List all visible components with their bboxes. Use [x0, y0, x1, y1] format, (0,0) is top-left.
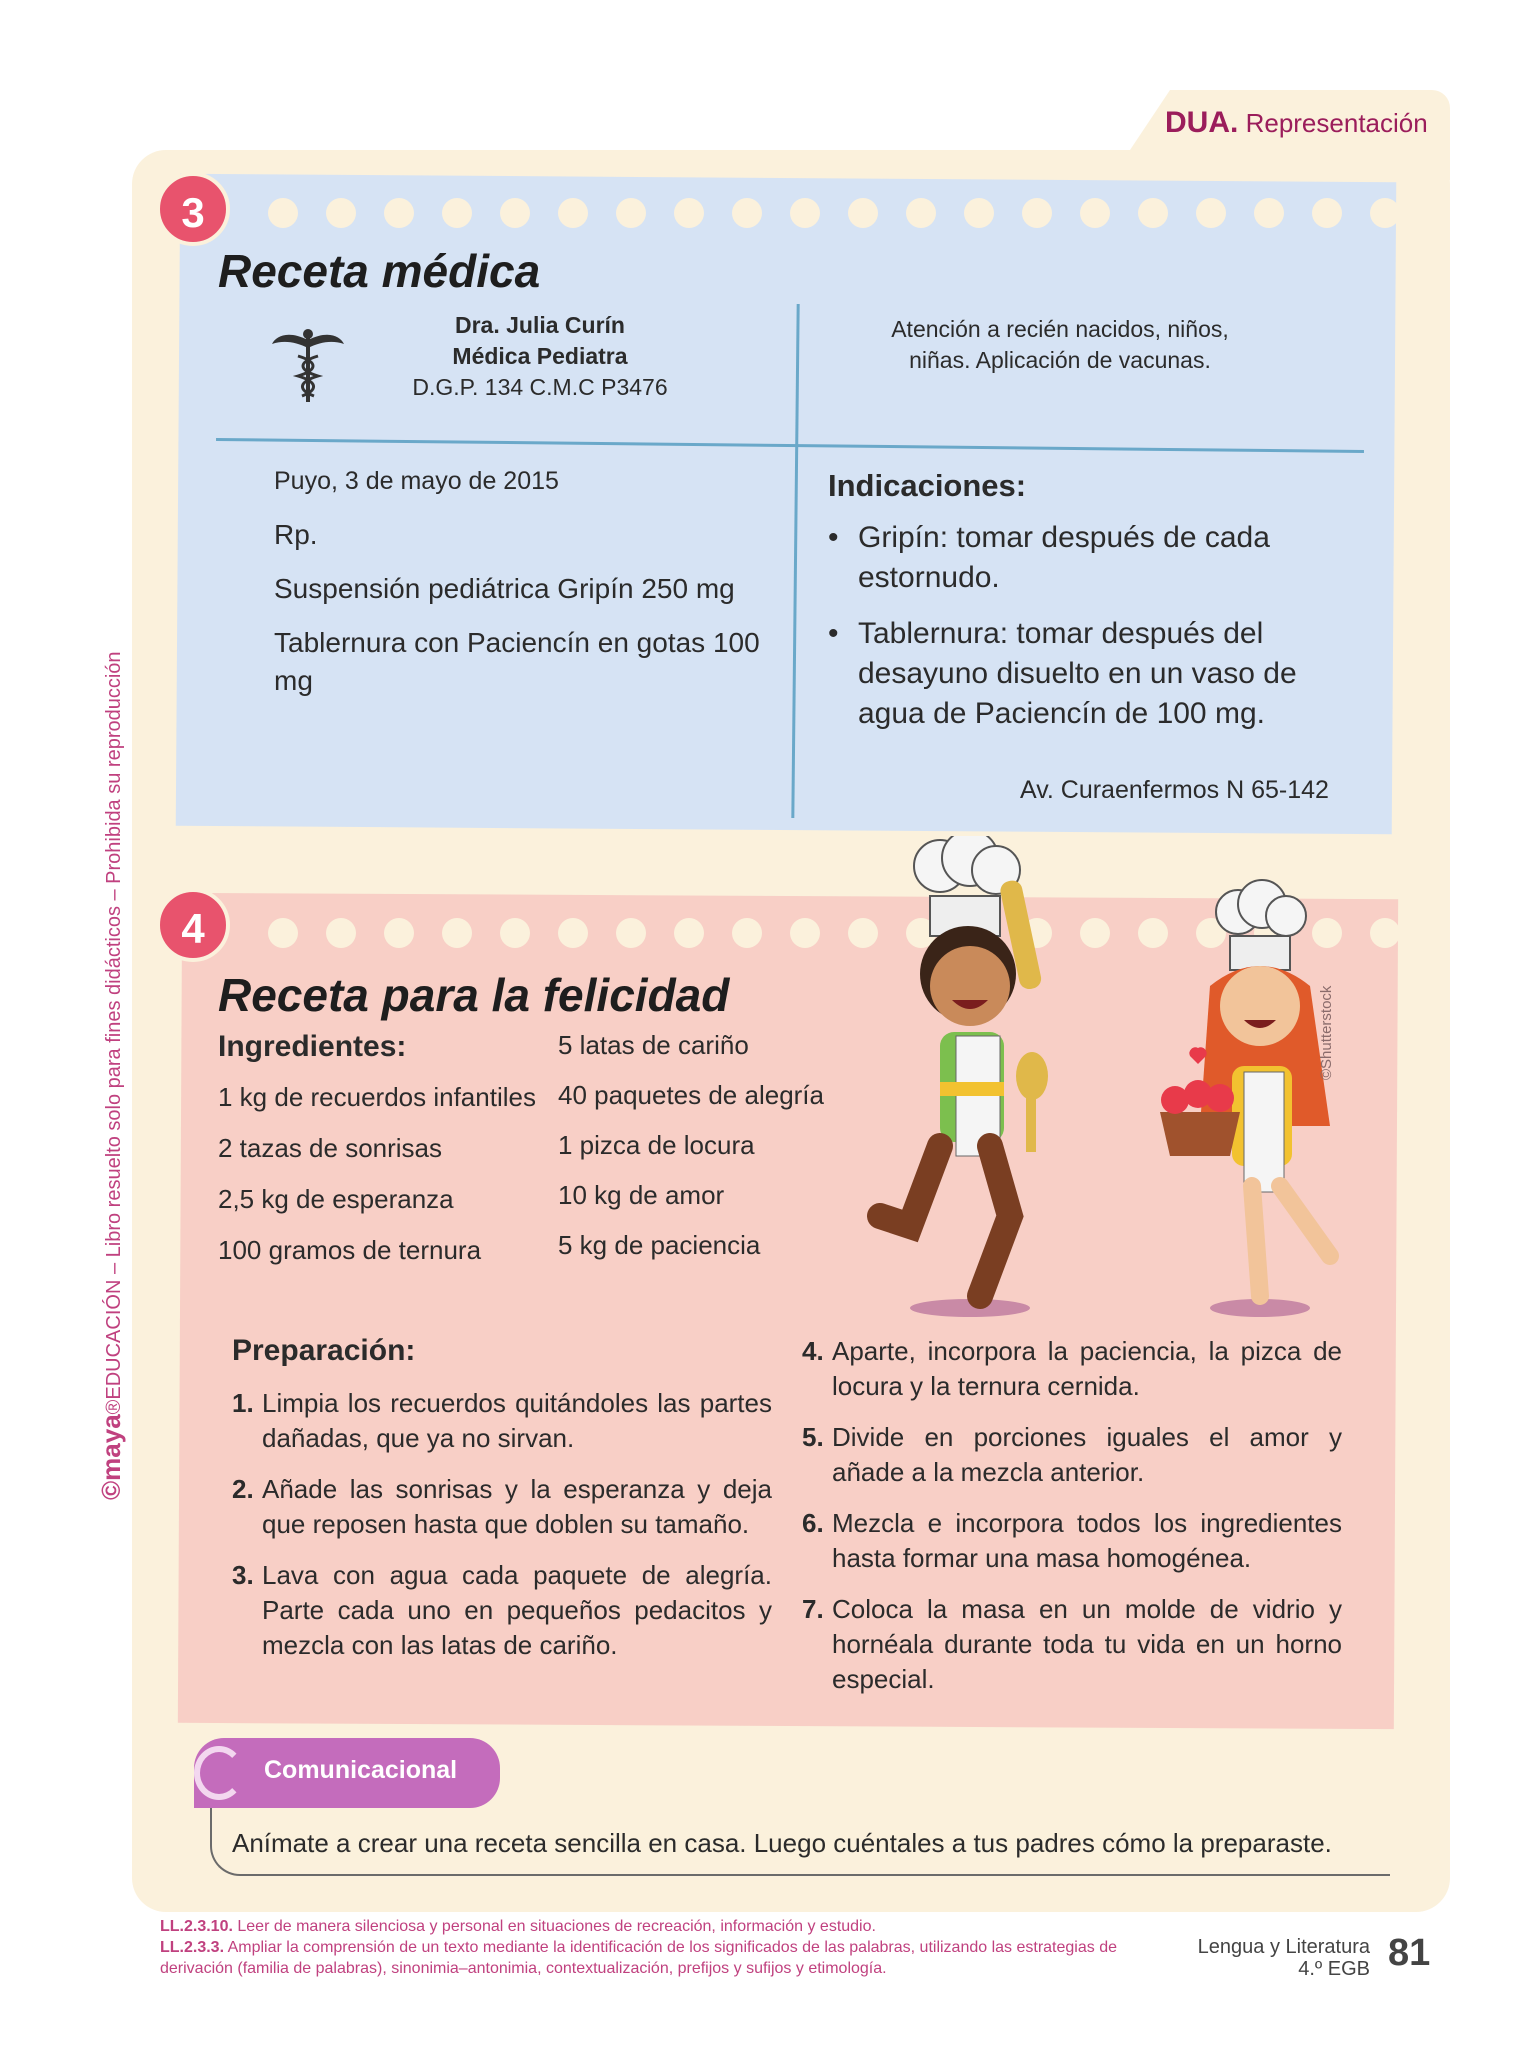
curriculum-codes: LL.2.3.10. Leer de manera silenciosa y personal en situaciones de recreación, información y estudio. LL.2.3.3. Ampliar la comprensión de un texto mediante la identificación de los significados de las palabras, utilizando las estrategias de derivación (familia de palabras), sinonimia–antonimia, contextualización, prefijos y sufijos y etimología.	[160, 1918, 1117, 1977]
step-item: 3. Lava con agua cada paquete de alegría. Parte cada uno en pequeños pedacitos y mezcla con las latas de cariño.	[232, 1560, 772, 1660]
section-title: Receta para la felicidad	[218, 969, 730, 1021]
ingredient-item: 10 kg de amor	[558, 1180, 725, 1210]
step-item: 2. Añade las sonrisas y la esperanza y deja que reposen hasta que doblen su tamaño.	[232, 1474, 772, 1539]
preparation-steps-right	[802, 1334, 1342, 1713]
comunicacional-text: Anímate a crear una receta sencilla en casa. Luego cuéntales a tus padres cómo la preparaste.	[232, 1828, 1332, 1858]
ingredients-title: Ingredientes:	[218, 1030, 407, 1063]
ingredient-item: 2,5 kg de esperanza	[218, 1184, 454, 1214]
medication-item: Tablernura con Paciencín en gotas 100 mg	[274, 627, 760, 696]
ingredient-item: 5 latas de cariño	[558, 1030, 749, 1060]
step-item: 4. Aparte, incorpora la paciencia, la pizca de locura y la ternura cernida.	[802, 1336, 1342, 1401]
step-item: 5. Divide en porciones iguales el amor y añade a la mezcla anterior.	[802, 1422, 1342, 1487]
rp-label: Rp.	[274, 519, 318, 550]
ingredient-item: 1 kg de recuerdos infantiles	[218, 1082, 536, 1112]
notebook-holes	[268, 198, 1400, 228]
subject-label: Lengua y Literatura 4.º EGB	[1197, 1936, 1370, 1980]
page-number: 81	[1388, 1932, 1431, 1974]
step-item: 1. Limpia los recuerdos quitándoles las partes dañadas, que ya no sirvan.	[232, 1388, 772, 1453]
preparation-steps-left	[232, 1386, 772, 1679]
doctor-info	[380, 310, 700, 403]
copyright-text: ®EDUCACIÓN – Libro resuelto solo para fines didácticos – Prohibida su reproducción	[103, 651, 125, 1415]
prescription-body	[274, 462, 774, 716]
indication-item: • Gripín: tomar después de cada estornudo.	[828, 518, 1338, 598]
chefs-illustration	[860, 836, 1360, 1326]
indication-item: • Tablernura: tomar después del desayuno disuelto en un vaso de agua de Paciencín de 100 mg.	[828, 614, 1338, 734]
section-number-badge: 3	[156, 172, 230, 246]
step-item: 7. Coloca la masa en un molde de vidrio y hornéala durante toda tu vida en un horno especial.	[802, 1594, 1342, 1694]
section-number-badge: 4	[156, 888, 230, 962]
ingredient-item: 5 kg de paciencia	[558, 1230, 761, 1260]
section-title: Receta médica	[218, 245, 541, 297]
doctor-name: Dra. Julia Curín	[455, 312, 625, 338]
image-credit: ©Shutterstock	[1318, 985, 1335, 1080]
prescription-date: Puyo, 3 de mayo de 2015	[274, 467, 559, 495]
comunicacional-label: Comunicacional	[264, 1756, 458, 1784]
ingredients-list-right	[558, 1028, 898, 1278]
medication-item: Suspensión pediátrica Gripín 250 mg	[274, 573, 735, 604]
indications-title: Indicaciones:	[828, 468, 1027, 503]
brand-logo-text: ©maya	[96, 1414, 126, 1500]
attention-info: Atención a recién nacidos, niños, niñas. Aplicación de vacunas.	[891, 316, 1229, 373]
ingredient-item: 1 pizca de locura	[558, 1130, 755, 1160]
doctor-role: Médica Pediatra	[452, 343, 628, 369]
step-item: 6. Mezcla e incorpora todos los ingredientes hasta formar una masa homogénea.	[802, 1508, 1342, 1573]
copyright-vertical	[96, 540, 126, 1500]
ingredient-item: 40 paquetes de alegría	[558, 1080, 824, 1110]
preparation-title: Preparación:	[232, 1334, 416, 1367]
caduceus-icon	[268, 326, 348, 406]
ingredients-list-left	[218, 1080, 538, 1284]
comunicacional-tab	[194, 1738, 500, 1808]
indications	[828, 466, 1338, 750]
dua-header: DUA. Representación	[1165, 106, 1428, 139]
address: Av. Curaenfermos N 65-142	[1020, 776, 1329, 804]
comunicacional-c-icon	[194, 1746, 244, 1800]
ingredient-item: 100 gramos de ternura	[218, 1235, 482, 1265]
ingredient-item: 2 tazas de sonrisas	[218, 1133, 443, 1163]
doctor-id: D.G.P. 134 C.M.C P3476	[412, 374, 668, 400]
